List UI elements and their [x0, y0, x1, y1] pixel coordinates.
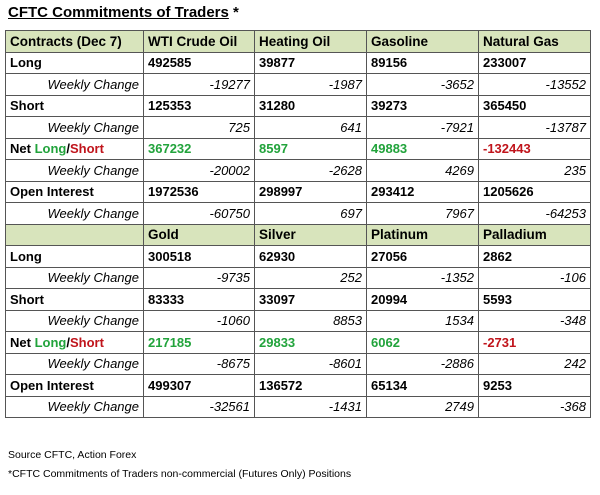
row-label: Weekly Change — [6, 396, 144, 418]
header-cell: WTI Crude Oil — [144, 31, 255, 53]
value-cell: -32561 — [144, 396, 255, 418]
row-label: Weekly Change — [6, 117, 144, 139]
energy-header-row — [6, 31, 591, 53]
row-label: Long — [6, 52, 144, 74]
value-cell: 499307 — [144, 375, 255, 397]
row-label: Weekly Change — [6, 74, 144, 96]
page-title — [8, 4, 239, 21]
net-label-short: Short — [69, 141, 104, 157]
net-row — [6, 138, 591, 160]
title-asterisk: * — [233, 4, 239, 21]
net-label-sep: / — [66, 141, 70, 157]
value-cell: 33097 — [255, 289, 367, 311]
value-cell: -1431 — [255, 396, 367, 418]
short-row — [6, 289, 591, 311]
source-note: Source CFTC, Action Forex — [8, 449, 137, 461]
open-interest-row — [6, 181, 591, 203]
value-cell: -19277 — [144, 74, 255, 96]
value-cell: 725 — [144, 117, 255, 139]
value-cell: -60750 — [144, 203, 255, 225]
value-cell: -1060 — [144, 310, 255, 332]
value-cell: 293412 — [367, 181, 479, 203]
row-label: Weekly Change — [6, 310, 144, 332]
value-cell: -8601 — [255, 353, 367, 375]
value-cell: 9253 — [479, 375, 591, 397]
net-label-prefix: Net — [10, 334, 31, 350]
value-cell: 136572 — [255, 375, 367, 397]
value-cell: 27056 — [367, 246, 479, 268]
value-cell: 641 — [255, 117, 367, 139]
net-label-long: Long — [34, 334, 67, 350]
header-cell: Gasoline — [367, 31, 479, 53]
net-row — [6, 332, 591, 354]
row-label: Long — [6, 246, 144, 268]
weekly-change-row — [6, 74, 591, 96]
value-cell: 125353 — [144, 95, 255, 117]
row-label: Weekly Change — [6, 267, 144, 289]
row-label: Weekly Change — [6, 160, 144, 182]
cftc-table — [5, 30, 591, 418]
net-label-long: Long — [34, 141, 67, 157]
long-row — [6, 246, 591, 268]
header-cell: Silver — [255, 224, 367, 246]
value-cell: 217185 — [144, 332, 255, 354]
net-label-prefix: Net — [10, 141, 31, 157]
value-cell: 367232 — [144, 138, 255, 160]
metals-section — [6, 224, 591, 418]
weekly-change-row — [6, 267, 591, 289]
value-cell: -368 — [479, 396, 591, 418]
value-cell: 1205626 — [479, 181, 591, 203]
value-cell: 7967 — [367, 203, 479, 225]
value-cell: 39273 — [367, 95, 479, 117]
weekly-change-row — [6, 117, 591, 139]
row-label: Open Interest — [6, 375, 144, 397]
row-label: Weekly Change — [6, 353, 144, 375]
value-cell: 83333 — [144, 289, 255, 311]
value-cell: 29833 — [255, 332, 367, 354]
value-cell: -132443 — [479, 138, 591, 160]
value-cell: -348 — [479, 310, 591, 332]
header-cell — [6, 224, 144, 246]
footnote: *CFTC Commitments of Traders non-commercial (Futures Only) Positions — [8, 468, 352, 480]
value-cell: -64253 — [479, 203, 591, 225]
value-cell: -20002 — [144, 160, 255, 182]
row-label: Open Interest — [6, 181, 144, 203]
row-label — [6, 332, 144, 354]
value-cell: 5593 — [479, 289, 591, 311]
energy-section — [6, 31, 591, 225]
value-cell: 8597 — [255, 138, 367, 160]
value-cell: 1534 — [367, 310, 479, 332]
value-cell: 492585 — [144, 52, 255, 74]
value-cell: 2862 — [479, 246, 591, 268]
value-cell: 235 — [479, 160, 591, 182]
weekly-change-row — [6, 160, 591, 182]
header-cell: Natural Gas — [479, 31, 591, 53]
value-cell: 62930 — [255, 246, 367, 268]
header-cell: Gold — [144, 224, 255, 246]
weekly-change-row — [6, 310, 591, 332]
value-cell: 300518 — [144, 246, 255, 268]
value-cell: -8675 — [144, 353, 255, 375]
value-cell: 298997 — [255, 181, 367, 203]
weekly-change-row — [6, 396, 591, 418]
value-cell: -1352 — [367, 267, 479, 289]
long-row — [6, 52, 591, 74]
value-cell: 65134 — [367, 375, 479, 397]
value-cell: -1987 — [255, 74, 367, 96]
open-interest-row — [6, 375, 591, 397]
value-cell: 39877 — [255, 52, 367, 74]
value-cell: 4269 — [367, 160, 479, 182]
net-label-short: Short — [69, 334, 104, 350]
value-cell: -2886 — [367, 353, 479, 375]
row-label: Short — [6, 95, 144, 117]
metals-header-row — [6, 224, 591, 246]
short-row — [6, 95, 591, 117]
value-cell: -2628 — [255, 160, 367, 182]
value-cell: 20994 — [367, 289, 479, 311]
header-cell: Platinum — [367, 224, 479, 246]
value-cell: 365450 — [479, 95, 591, 117]
value-cell: 697 — [255, 203, 367, 225]
value-cell: 49883 — [367, 138, 479, 160]
weekly-change-row — [6, 203, 591, 225]
value-cell: -106 — [479, 267, 591, 289]
value-cell: 233007 — [479, 52, 591, 74]
value-cell: 1972536 — [144, 181, 255, 203]
header-cell: Contracts (Dec 7) — [6, 31, 144, 53]
weekly-change-row — [6, 353, 591, 375]
value-cell: -2731 — [479, 332, 591, 354]
value-cell: 89156 — [367, 52, 479, 74]
value-cell: 252 — [255, 267, 367, 289]
row-label: Weekly Change — [6, 203, 144, 225]
header-cell: Heating Oil — [255, 31, 367, 53]
value-cell: 242 — [479, 353, 591, 375]
value-cell: 31280 — [255, 95, 367, 117]
value-cell: -9735 — [144, 267, 255, 289]
net-label-sep: / — [66, 334, 70, 350]
value-cell: -13552 — [479, 74, 591, 96]
value-cell: 8853 — [255, 310, 367, 332]
value-cell: -3652 — [367, 74, 479, 96]
value-cell: 2749 — [367, 396, 479, 418]
value-cell: -7921 — [367, 117, 479, 139]
value-cell: -13787 — [479, 117, 591, 139]
row-label: Short — [6, 289, 144, 311]
row-label — [6, 138, 144, 160]
header-cell: Palladium — [479, 224, 591, 246]
value-cell: 6062 — [367, 332, 479, 354]
title-text: CFTC Commitments of Traders — [8, 4, 229, 21]
